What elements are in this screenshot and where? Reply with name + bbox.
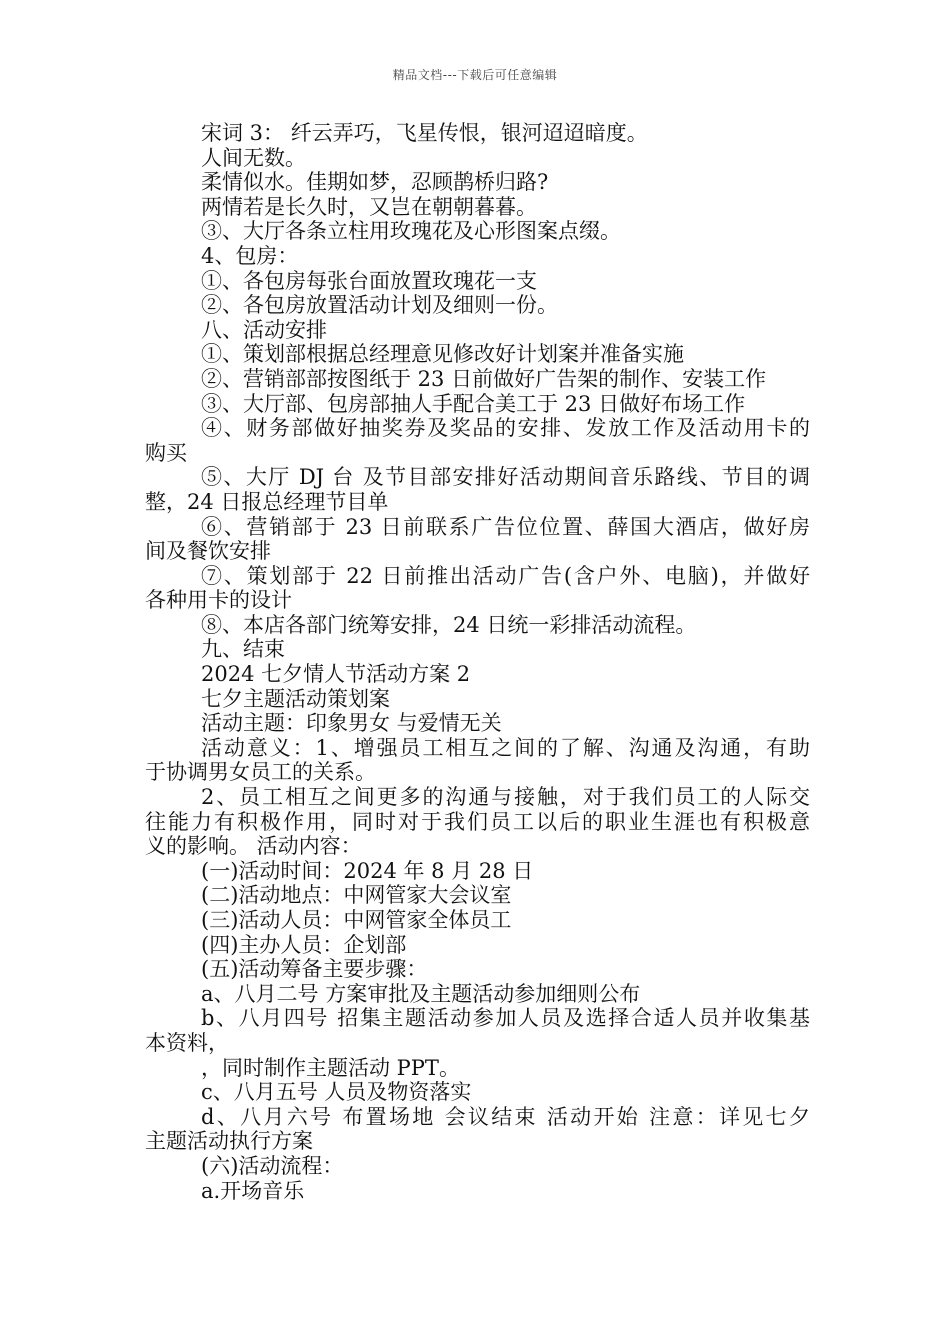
text-line: c、八月五号 人员及物资落实 — [201, 1080, 472, 1105]
text-line: ⑤、大厅 DJ 台 及节目部安排好活动期间音乐路线、节目的调 — [201, 465, 810, 490]
text-line: (六)活动流程： — [201, 1153, 344, 1178]
text-line: 2024 七夕情人节活动方案 2 — [201, 662, 471, 687]
text-line: ②、各包房放置活动计划及细则一份。 — [201, 293, 558, 318]
text-line: ⑥、营销部于 23 日前联系广告位位置、薛国大酒店，做好房 — [201, 514, 810, 539]
text-line: 九、结束 — [201, 637, 285, 662]
text-line: 各种用卡的设计 — [145, 588, 292, 613]
text-line: 购买 — [145, 440, 187, 465]
text-line: 于协调男女员工的关系。 — [145, 760, 376, 785]
text-line: 4、包房： — [201, 243, 299, 268]
document-body — [145, 121, 810, 1203]
text-line: ②、营销部部按图纸于 23 日前做好广告架的制作、安装工作 — [201, 366, 767, 391]
text-line: 2、员工相互之间更多的沟通与接触，对于我们员工的人际交 — [201, 785, 810, 810]
text-line: 柔情似水。佳期如梦，忍顾鹊桥归路? — [201, 170, 549, 195]
text-line: 活动意义：1、增强员工相互之间的了解、沟通及沟通，有助 — [201, 735, 810, 760]
text-line: ④、财务部做好抽奖券及奖品的安排、发放工作及活动用卡的 — [201, 416, 810, 441]
text-line: (三)活动人员：中网管家全体员工 — [201, 908, 512, 932]
text-line: ，同时制作主题活动 PPT。 — [201, 1055, 460, 1080]
text-line: b、八月四号 招集主题活动参加人员及选择合适人员并收集基 — [201, 1006, 810, 1031]
text-line: 八、活动安排 — [201, 317, 327, 342]
text-line: 往能力有积极作用，同时对于我们员工以后的职业生涯也有积极意 — [145, 809, 810, 834]
text-line: 主题活动执行方案 — [145, 1129, 313, 1154]
text-line: d、八月六号 布置场地 会议结束 活动开始 注意：详见七夕 — [201, 1104, 810, 1129]
text-line: 人间无数。 — [201, 145, 306, 170]
text-line: ③、大厅各条立柱用玫瑰花及心形图案点缀。 — [201, 219, 621, 244]
text-line: 间及餐饮安排 — [145, 539, 271, 564]
text-line: ⑦、策划部于 22 日前推出活动广告(含户外、电脑)，并做好 — [201, 563, 810, 588]
text-line: (一)活动时间：2024 年 8 月 28 日 — [201, 858, 534, 883]
page-header: 精品文档---下载后可任意编辑 — [392, 68, 558, 82]
text-line: a.开场音乐 — [201, 1178, 305, 1203]
text-line: ①、各包房每张台面放置玫瑰花一支 — [201, 268, 537, 293]
text-line: (四)主办人员：企划部 — [201, 932, 407, 957]
text-line: (二)活动地点：中网管家大会议室 — [201, 883, 512, 908]
text-line: ⑧、本店各部门统筹安排，24 日统一彩排活动流程。 — [201, 612, 697, 637]
text-line: 七夕主题活动策划案 — [201, 686, 390, 711]
text-line: 本资料， — [145, 1030, 229, 1055]
text-line: 宋词 3： 纤云弄巧，飞星传恨，银河迢迢暗度。 — [201, 121, 648, 145]
text-line: ③、大厅部、包房部抽人手配合美工于 23 日做好布场工作 — [201, 391, 746, 416]
text-line: 两情若是长久时，又岂在朝朝暮暮。 — [201, 194, 537, 219]
text-line: ①、策划部根据总经理意见修改好计划案并准备实施 — [201, 342, 684, 367]
text-line: 义的影响。 活动内容： — [145, 834, 362, 859]
text-line: 活动主题：印象男女 与爱情无关 — [201, 711, 502, 736]
text-line: a、八月二号 方案审批及主题活动参加细则公布 — [201, 981, 641, 1006]
text-line: (五)活动筹备主要步骤： — [201, 957, 428, 982]
text-line: 整，24 日报总经理节目单 — [145, 489, 389, 514]
